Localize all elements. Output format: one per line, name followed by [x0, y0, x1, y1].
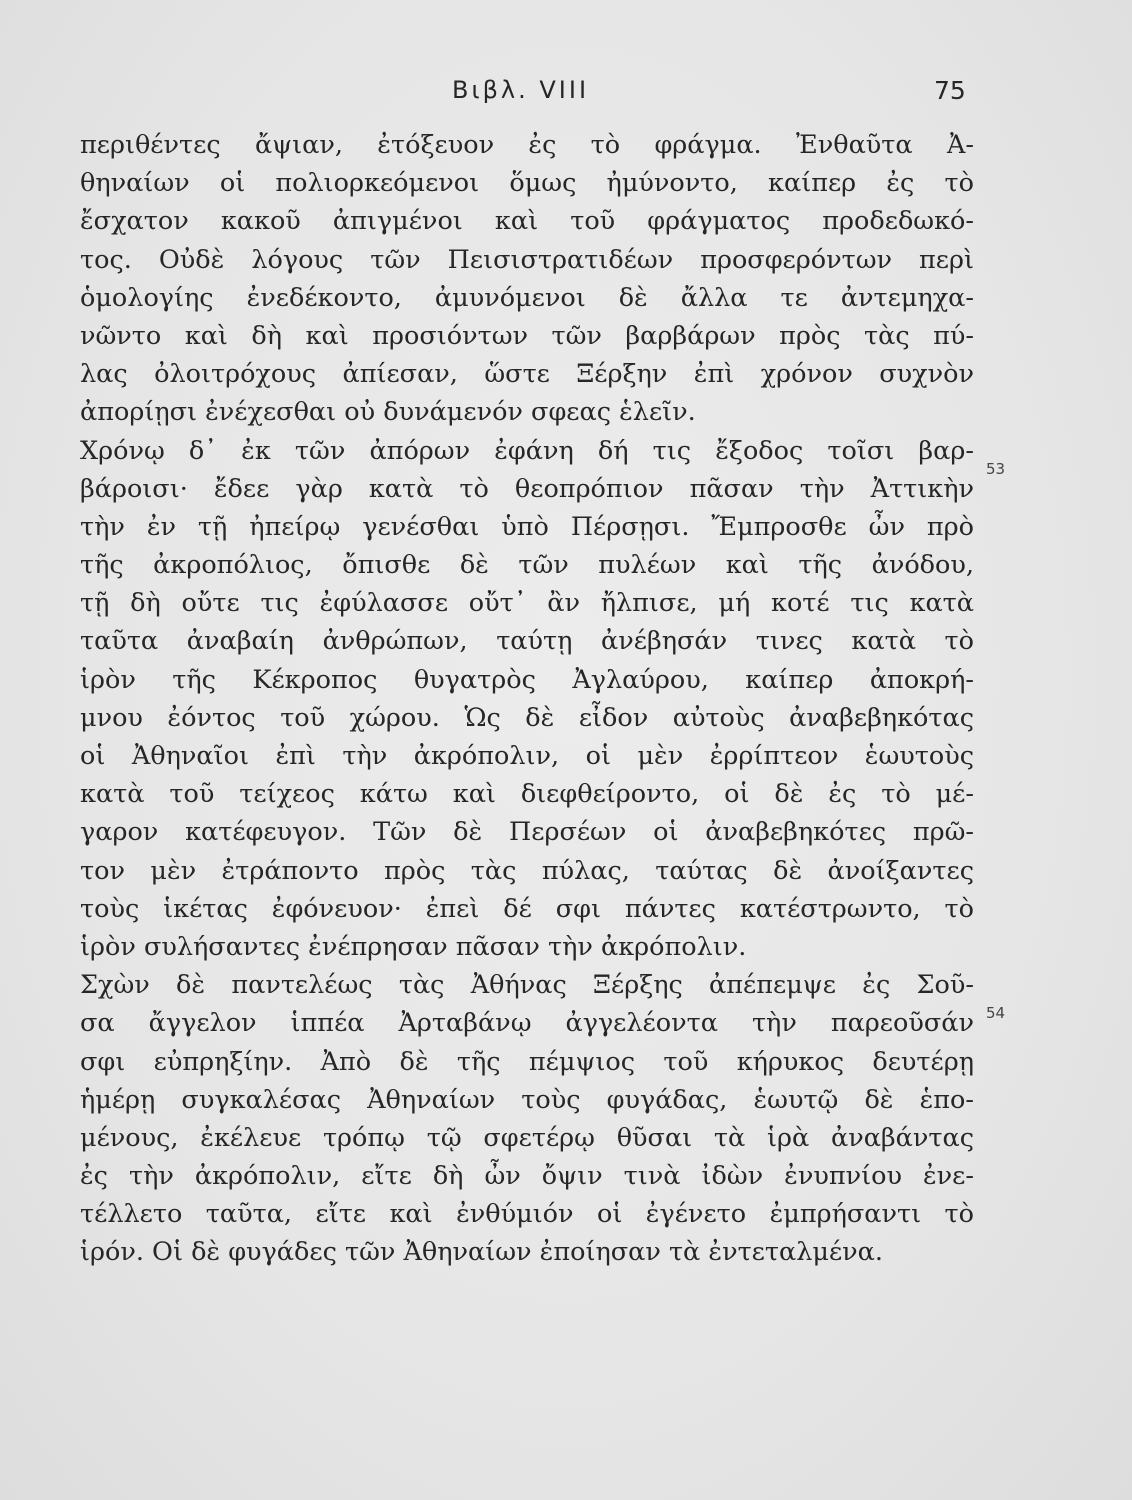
text-line: λας ὀλοιτρόχους ἀπίεσαν, ὥστε Ξέρξην ἐπὶ χρόνον συχνὸν	[80, 359, 974, 390]
page-header	[0, 76, 1132, 112]
text-line: τοὺς ἱκέτας ἐφόνευον· ἐπεὶ δέ σφι πάντες κατέστρωντο, τὸ	[80, 893, 974, 924]
text-line: ἱρὸν τῆς Κέκροπος θυγατρὸς Ἀγλαύρου, καίπερ ἀποκρή-	[80, 664, 974, 695]
text-line: τῇ δὴ οὔτε τις ἐφύλασσε οὔτ᾽ ἂν ἤλπισε, μή κοτέ τις κατὰ	[80, 588, 974, 619]
text-line: ἱρόν. Οἱ δὲ φυγάδες τῶν Ἀθηναίων ἐποίησαν τὰ ἐντεταλμένα.	[80, 1237, 883, 1268]
text-line: ἡμέρῃ συγκαλέσας Ἀθηναίων τοὺς φυγάδας, ἑωυτῷ δὲ ἑπο-	[80, 1084, 974, 1115]
text-line: σα ἄγγελον ἱππέα Ἀρταβάνῳ ἀγγελέοντα τὴν παρεοῦσάν	[80, 1008, 974, 1039]
text-line: μένους, ἐκέλευε τρόπῳ τῷ σφετέρῳ θῦσαι τὰ ἱρὰ ἀναβάντας	[80, 1122, 974, 1153]
text-line: μνου ἐόντος τοῦ χώρου. Ὡς δὲ εἶδον αὐτοὺς ἀναβεβηκότας	[80, 702, 974, 733]
text-line: ταῦτα ἀναβαίη ἀνθρώπων, ταύτῃ ἀνέβησάν τινες κατὰ τὸ	[80, 626, 974, 657]
text-line: τέλλετο ταῦτα, εἴτε καὶ ἐνθύμιόν οἱ ἐγένετο ἐμπρήσαντι τὸ	[80, 1199, 974, 1230]
text-line: γαρον κατέφευγον. Τῶν δὲ Περσέων οἱ ἀναβεβηκότες πρῶ-	[80, 817, 974, 848]
section-number-54: 54	[986, 1004, 1006, 1022]
text-line: τῆς ἀκροπόλιος, ὄπισθε δὲ τῶν πυλέων καὶ τῆς ἀνόδου,	[80, 550, 974, 581]
text-line: ἀπορίῃσι ἐνέχεσθαι οὐ δυνάμενόν σφεας ἑλεῖν.	[80, 397, 696, 428]
text-line: τος. Οὐδὲ λόγους τῶν Πεισιστρατιδέων προσφερόντων περὶ	[80, 244, 974, 275]
text-line: ἐς τὴν ἀκρόπολιν, εἴτε δὴ ὦν ὄψιν τινὰ ἰδὼν ἐνυπνίου ἐνε-	[80, 1161, 974, 1192]
text-line: ἱρὸν συλήσαντες ἐνέπρησαν πᾶσαν τὴν ἀκρόπολιν.	[80, 931, 747, 962]
section-number-53: 53	[986, 460, 1006, 478]
text-line: οἱ Ἀθηναῖοι ἐπὶ τὴν ἀκρόπολιν, οἱ μὲν ἐρρίπτεον ἑωυτοὺς	[80, 741, 974, 771]
text-line: σφι εὐπρηξίην. Ἀπὸ δὲ τῆς πέμψιος τοῦ κήρυκος δευτέρῃ	[80, 1046, 974, 1077]
text-line: ἔσχατον κακοῦ ἀπιγμένοι καὶ τοῦ φράγματος προδεδωκό-	[80, 206, 974, 237]
text-line: νῶντο καὶ δὴ καὶ προσιόντων τῶν βαρβάρων πρὸς τὰς πύ-	[80, 320, 974, 351]
text-line: θηναίων οἱ πολιορκεόμενοι ὅμως ἠμύνοντο, καίπερ ἐς τὸ	[80, 168, 974, 199]
text-line: βάροισι· ἔδεε γὰρ κατὰ τὸ θεοπρόπιον πᾶσαν τὴν Ἀττικὴν	[80, 473, 974, 504]
text-line: περιθέντες ἄψιαν, ἐτόξευον ἐς τὸ φράγμα. Ἐνθαῦτα Ἀ-	[80, 130, 974, 160]
text-line: Σχὼν δὲ παντελέως τὰς Ἀθήνας Ξέρξης ἀπέπεμψε ἐς Σοῦ-	[80, 970, 974, 1001]
page-number: 75	[934, 76, 966, 105]
text-line: τον μὲν ἐτράποντο πρὸς τὰς πύλας, ταύτας δὲ ἀνοίξαντες	[80, 855, 974, 886]
text-line: Χρόνῳ δ᾽ ἐκ τῶν ἀπόρων ἐφάνη δή τις ἔξοδος τοῖσι βαρ-	[80, 435, 974, 466]
text-line: τὴν ἐν τῇ ἠπείρῳ γενέσθαι ὑπὸ Πέρσῃσι. Ἔμπροσθε ὦν πρὸ	[80, 511, 974, 542]
running-head: Βιβλ. VIII	[452, 76, 590, 104]
text-line: ὁμολογίης ἐνεδέκοντο, ἀμυνόμενοι δὲ ἄλλα τε ἀντεμηχα-	[80, 282, 974, 313]
body-text	[80, 126, 974, 1272]
text-line: κατὰ τοῦ τείχεος κάτω καὶ διεφθείροντο, οἱ δὲ ἐς τὸ μέ-	[80, 779, 974, 810]
